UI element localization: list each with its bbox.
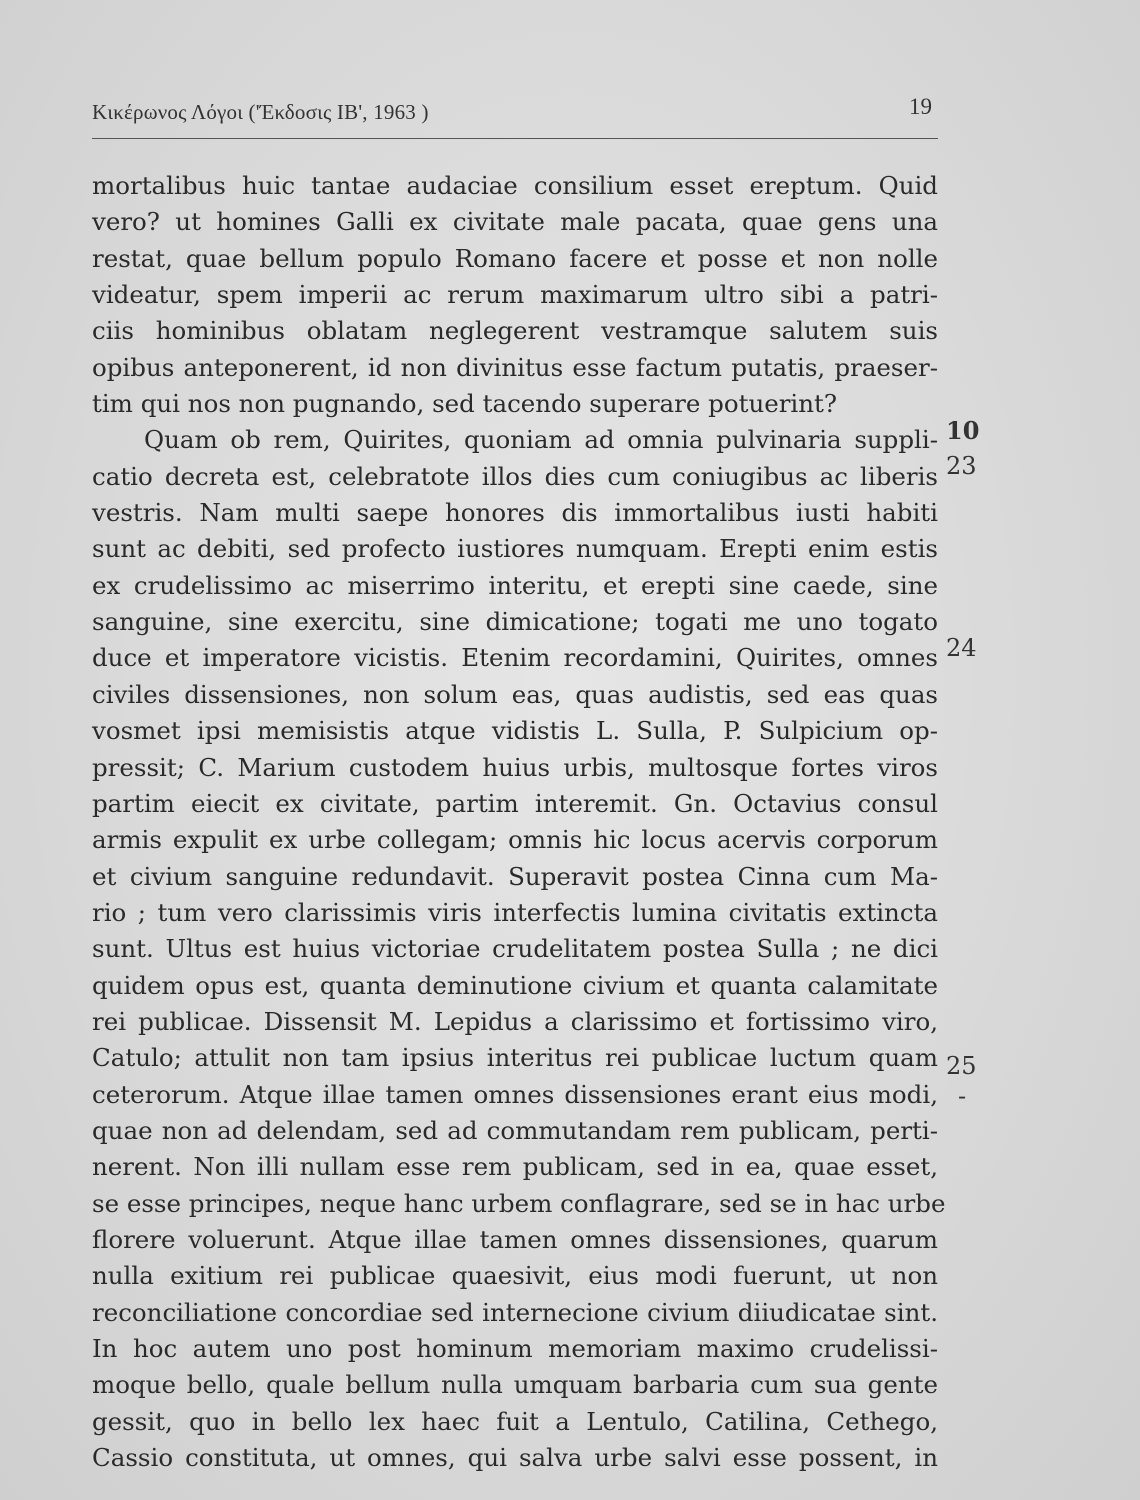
text-line: ciis hominibus oblatam neglegerent vestramque salutem suis [92, 316, 938, 346]
text-line: nerent. Non illi nullam esse rem publicam, sed in ea, quae esset, [92, 1152, 938, 1182]
text-line: florere voluerunt. Atque illae tamen omnes dissensiones, quarum [92, 1224, 938, 1254]
text-line: rio ; tum vero clarissimis viris interfectis lumina civitatis extincta [92, 897, 938, 927]
text-line: quae non ad delendam, sed ad commutandam rem publicam, perti- [92, 1115, 938, 1145]
text-line: sunt. Ultus est huius victoriae crudelitatem postea Sulla ; ne dici [92, 934, 938, 964]
text-line: Cassio constituta, ut omnes, qui salva urbe salvi esse possent, in [92, 1443, 938, 1473]
text-line: moque bello, quale bellum nulla umquam barbaria cum sua gente [92, 1370, 938, 1400]
text-line: nulla exitium rei publicae quaesivit, eius modi fuerunt, ut non [92, 1261, 938, 1291]
section-number: 24 [946, 634, 977, 662]
text-line: gessit, quo in bello lex haec fuit a Lentulo, Catilina, Cethego, [92, 1406, 938, 1436]
text-line: armis expulit ex urbe collegam; omnis hic locus acervis corporum [92, 825, 938, 855]
text-line: partim eiecit ex civitate, partim interemit. Gn. Octavius consul [92, 788, 938, 818]
text-line: tim qui nos non pugnando, sed tacendo superare potuerint? [92, 389, 838, 419]
latin-text-body [92, 168, 946, 1476]
text-line: videatur, spem imperii ac rerum maximarum ultro sibi a patri- [92, 280, 938, 310]
text-line: et civium sanguine redundavit. Superavit postea Cinna cum Ma- [92, 861, 938, 891]
margin-dash: - [958, 1082, 967, 1110]
text-line: rei publicae. Dissensit M. Lepidus a clarissimo et fortissimo viro, [92, 1006, 938, 1036]
section-number: 23 [946, 452, 977, 480]
text-line: vero? ut homines Galli ex civitate male pacata, quae gens una [92, 207, 938, 237]
text-line: mortalibus huic tantae audaciae consilium esset ereptum. Quid [92, 171, 938, 200]
page-number: 19 [909, 94, 932, 119]
text-line: ceterorum. Atque illae tamen omnes dissensiones erant eius modi, [92, 1079, 938, 1109]
running-title: Κικέρωνος Λόγοι ('Έκδοσις ΙΒ', 1963 ) [92, 100, 429, 124]
text-line: restat, quae bellum populo Romano facere et posse et non nolle [92, 243, 938, 273]
text-line: duce et imperatore vicistis. Etenim recordamini, Quirites, omnes [92, 643, 938, 673]
text-line: In hoc autem uno post hominum memoriam maximo crudelissi- [92, 1334, 938, 1363]
text-line: pressit; C. Marium custodem huius urbis, multosque fortes viros [92, 752, 938, 782]
text-line: sanguine, sine exercitu, sine dimicatione; togati me uno togato [92, 607, 938, 637]
text-line: sunt ac debiti, sed profecto iustiores numquam. Erepti enim estis [92, 534, 938, 564]
text-line: reconciliatione concordiae sed internecione civium diiudicatae sint. [92, 1297, 938, 1327]
text-line: ex crudelissimo ac miserrimo interitu, et erepti sine caede, sine [92, 570, 938, 600]
text-line: quidem opus est, quanta deminutione civium et quanta calamitate [92, 970, 938, 1000]
text-line: vosmet ipsi memisistis atque vidistis L. Sulla, P. Sulpicium op- [92, 716, 938, 746]
text-line: Catulo; attulit non tam ipsius interitus rei publicae luctum quam [92, 1043, 938, 1073]
text-line: civiles dissensiones, non solum eas, quas audistis, sed eas quas [92, 679, 938, 709]
text-line: se esse principes, neque hanc urbem conflagrare, sed se in hac urbe [92, 1188, 946, 1218]
chapter-number: 10 [946, 416, 980, 445]
running-header [92, 96, 938, 139]
text-line: catio decreta est, celebratote illos dies cum coniugibus ac liberis [92, 461, 938, 491]
section-number: 25 [946, 1052, 977, 1080]
text-line: Quam ob rem, Quirites, quoniam ad omnia pulvinaria suppli- [144, 425, 938, 455]
text-line: opibus anteponerent, id non divinitus esse factum putatis, praeser- [92, 352, 938, 382]
text-line: vestris. Nam multi saepe honores dis immortalibus iusti habiti [92, 498, 938, 528]
